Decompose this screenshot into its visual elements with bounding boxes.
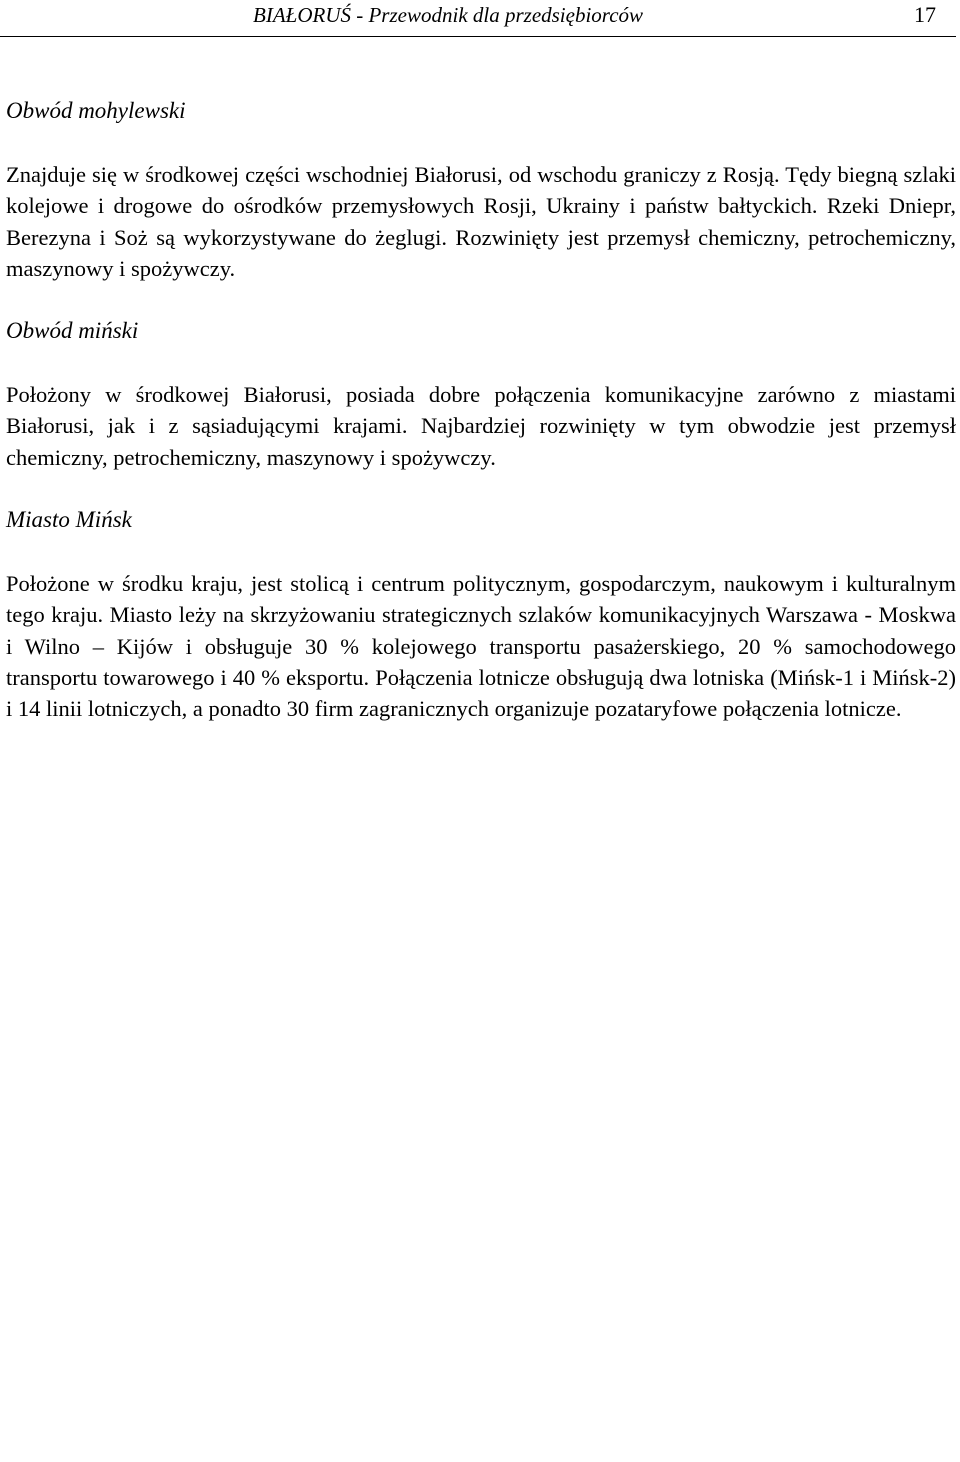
section-paragraph: Położony w środkowej Białorusi, posiada dobre połączenia komunikacyjne zarówno z miastami Białorusi, jak i z sąsiadującymi krajami. Najbardziej rozwinięty w tym obwodzie jest przemysł chemiczny, petrochemiczny, maszynowy i spożywczy. xyxy=(6,382,956,470)
page-header xyxy=(0,0,956,37)
document-body xyxy=(6,95,956,756)
section-heading: Miasto Mińsk xyxy=(6,507,132,533)
section-miasto-minsk xyxy=(6,504,956,724)
section-obwod-mohylewski xyxy=(6,95,956,284)
section-heading: Obwód mohylewski xyxy=(6,98,186,123)
section-heading: Obwód miński xyxy=(6,318,139,344)
page-number: 17 xyxy=(914,2,936,27)
running-header-title: BIAŁORUŚ - Przewodnik dla przedsiębiorców xyxy=(253,3,644,27)
section-paragraph: Położone w środku kraju, jest stolicą i centrum politycznym, gospodarczym, naukowym i kulturalnym tego kraju. Miasto leży na skrzyżowaniu strategicznych szlaków komunikacyjnych Warszawa - Moskwa i Wilno – Kijów i obsługuje 30 % kolejowego transportu pasażerskiego, 20 % samochodowego transportu towarowego i 40 % eksportu. Połączenia lotnicze obsługują dwa lotniska (Mińsk-1 i Mińsk-2) i 14 linii lotniczych, a ponadto 30 firm zagranicznych organizuje pozataryfowe połączenia lotnicze. xyxy=(6,571,956,722)
section-obwod-minski xyxy=(6,315,956,473)
section-paragraph: Znajduje się w środkowej części wschodniej Białorusi, od wschodu graniczy z Rosją. Tędy biegną szlaki kolejowe i drogowe do ośrodków przemysłowych Rosji, Ukrainy i państw bałtyckich. Rzeki Dniepr, Berezyna i Soż są wykorzystywane do żeglugi. Rozwinięty jest przemysł chemiczny, petrochemiczny, maszynowy i spożywczy. xyxy=(6,162,956,281)
